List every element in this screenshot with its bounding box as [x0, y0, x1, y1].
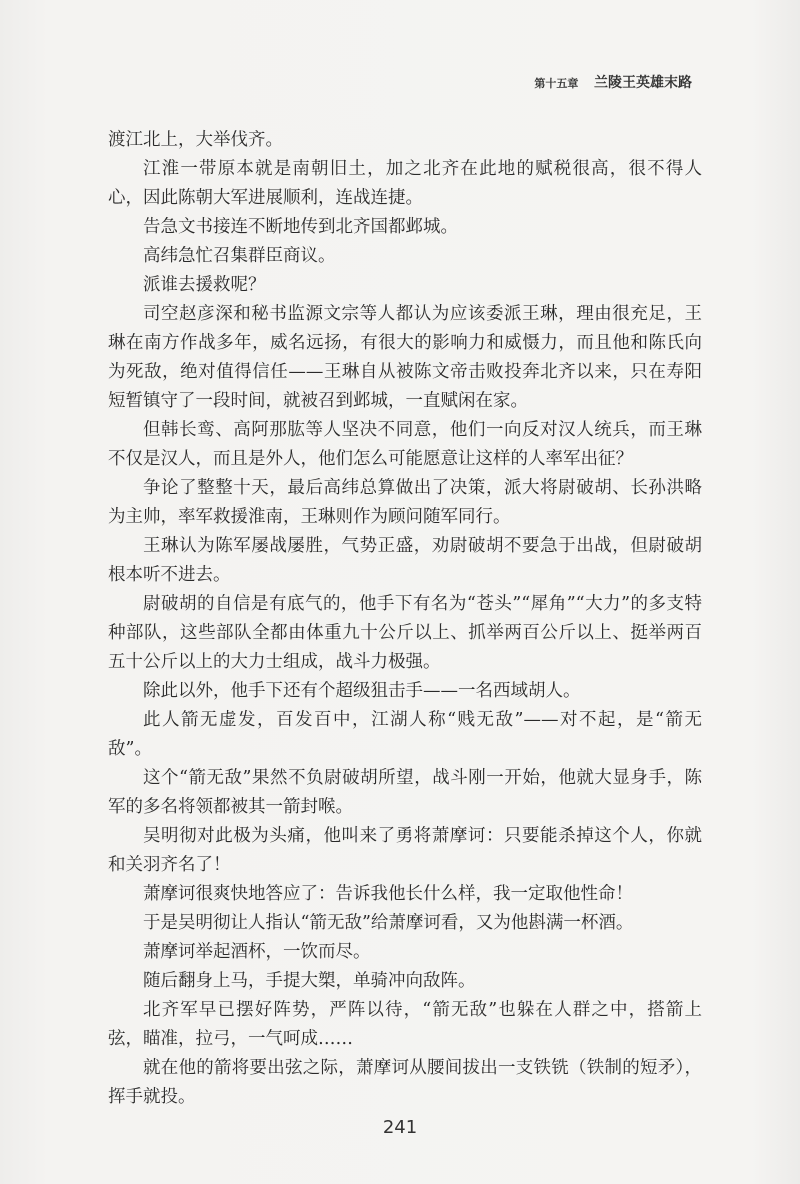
paragraph: 就在他的箭将要出弦之际，萧摩诃从腰间拔出一支铁铣（铁制的短矛），挥手就投。 [108, 1058, 702, 1107]
paragraph: 但韩长鸾、高阿那肱等人坚决不同意，他们一向反对汉人统兵，而王琳不仅是汉人，而且是外人，他们怎么可能愿意让这样的人率军出征？ [108, 420, 702, 469]
paragraph: 告急文书接连不断地传到北齐国都邺城。 [143, 217, 458, 237]
paragraph: 高纬急忙召集群臣商议。 [143, 246, 336, 266]
paragraph: 此人箭无虚发，百发百中，江湖人称“贱无敌”——对不起，是“箭无敌”。 [108, 710, 702, 759]
page-number: 241 [382, 1117, 418, 1138]
paragraph: 萧摩诃举起酒杯，一饮而尽。 [143, 942, 371, 962]
paragraph: 江淮一带原本就是南朝旧土，加之北齐在此地的赋税很高，很不得人心，因此陈朝大军进展顺利，连战连捷。 [108, 159, 702, 208]
paragraph: 争论了整整十天，最后高纬总算做出了决策，派大将尉破胡、长孙洪略为主帅，率军救援淮南，王琳则作为顾问随军同行。 [108, 478, 702, 527]
paragraph: 王琳认为陈军屡战屡胜，气势正盛，劝尉破胡不要急于出战，但尉破胡根本听不进去。 [108, 536, 702, 585]
paragraph: 渡江北上，大举伐齐。 [108, 130, 283, 150]
chapter-number: 第十五章 [534, 77, 579, 90]
running-head [534, 72, 692, 92]
paragraph: 吴明彻对此极为头痛，他叫来了勇将萧摩诃：只要能杀掉这个人，你就和关羽齐名了！ [108, 826, 702, 875]
paragraph: 尉破胡的自信是有底气的，他手下有名为“苍头”“犀角”“大力”的多支特种部队，这些部队全都由体重九十公斤以上、抓举两百公斤以上、挺举两百五十公斤以上的大力士组成，战斗力极强。 [108, 594, 702, 672]
paragraph: 随后翻身上马，手提大槊，单骑冲向敌阵。 [143, 971, 476, 991]
paragraph: 这个“箭无敌”果然不负尉破胡所望，战斗刚一开始，他就大显身手，陈军的多名将领都被其一箭封喉。 [108, 768, 702, 817]
body-text [108, 126, 702, 1112]
paragraph: 除此以外，他手下还有个超级狙击手——一名西域胡人。 [143, 681, 581, 701]
chapter-title: 兰陵王英雄末路 [594, 75, 692, 91]
paragraph: 北齐军早已摆好阵势，严阵以待，“箭无敌”也躲在人群之中，搭箭上弦，瞄准，拉弓，一气呵成…… [108, 1000, 702, 1049]
paragraph: 萧摩诃很爽快地答应了：告诉我他长什么样，我一定取他性命！ [143, 884, 633, 904]
paragraph: 于是吴明彻让人指认“箭无敌”给萧摩诃看，又为他斟满一杯酒。 [143, 913, 634, 933]
paragraph: 司空赵彦深和秘书监源文宗等人都认为应该委派王琳，理由很充足，王琳在南方作战多年，威名远扬，有很大的影响力和威慑力，而且他和陈氏向为死敌，绝对值得信任——王琳自从被陈文帝击败投奔北齐以来，只在寿阳短暂镇守了一段时间，就被召到邺城，一直赋闲在家。 [108, 304, 702, 411]
paragraph: 派谁去援救呢？ [143, 275, 266, 295]
